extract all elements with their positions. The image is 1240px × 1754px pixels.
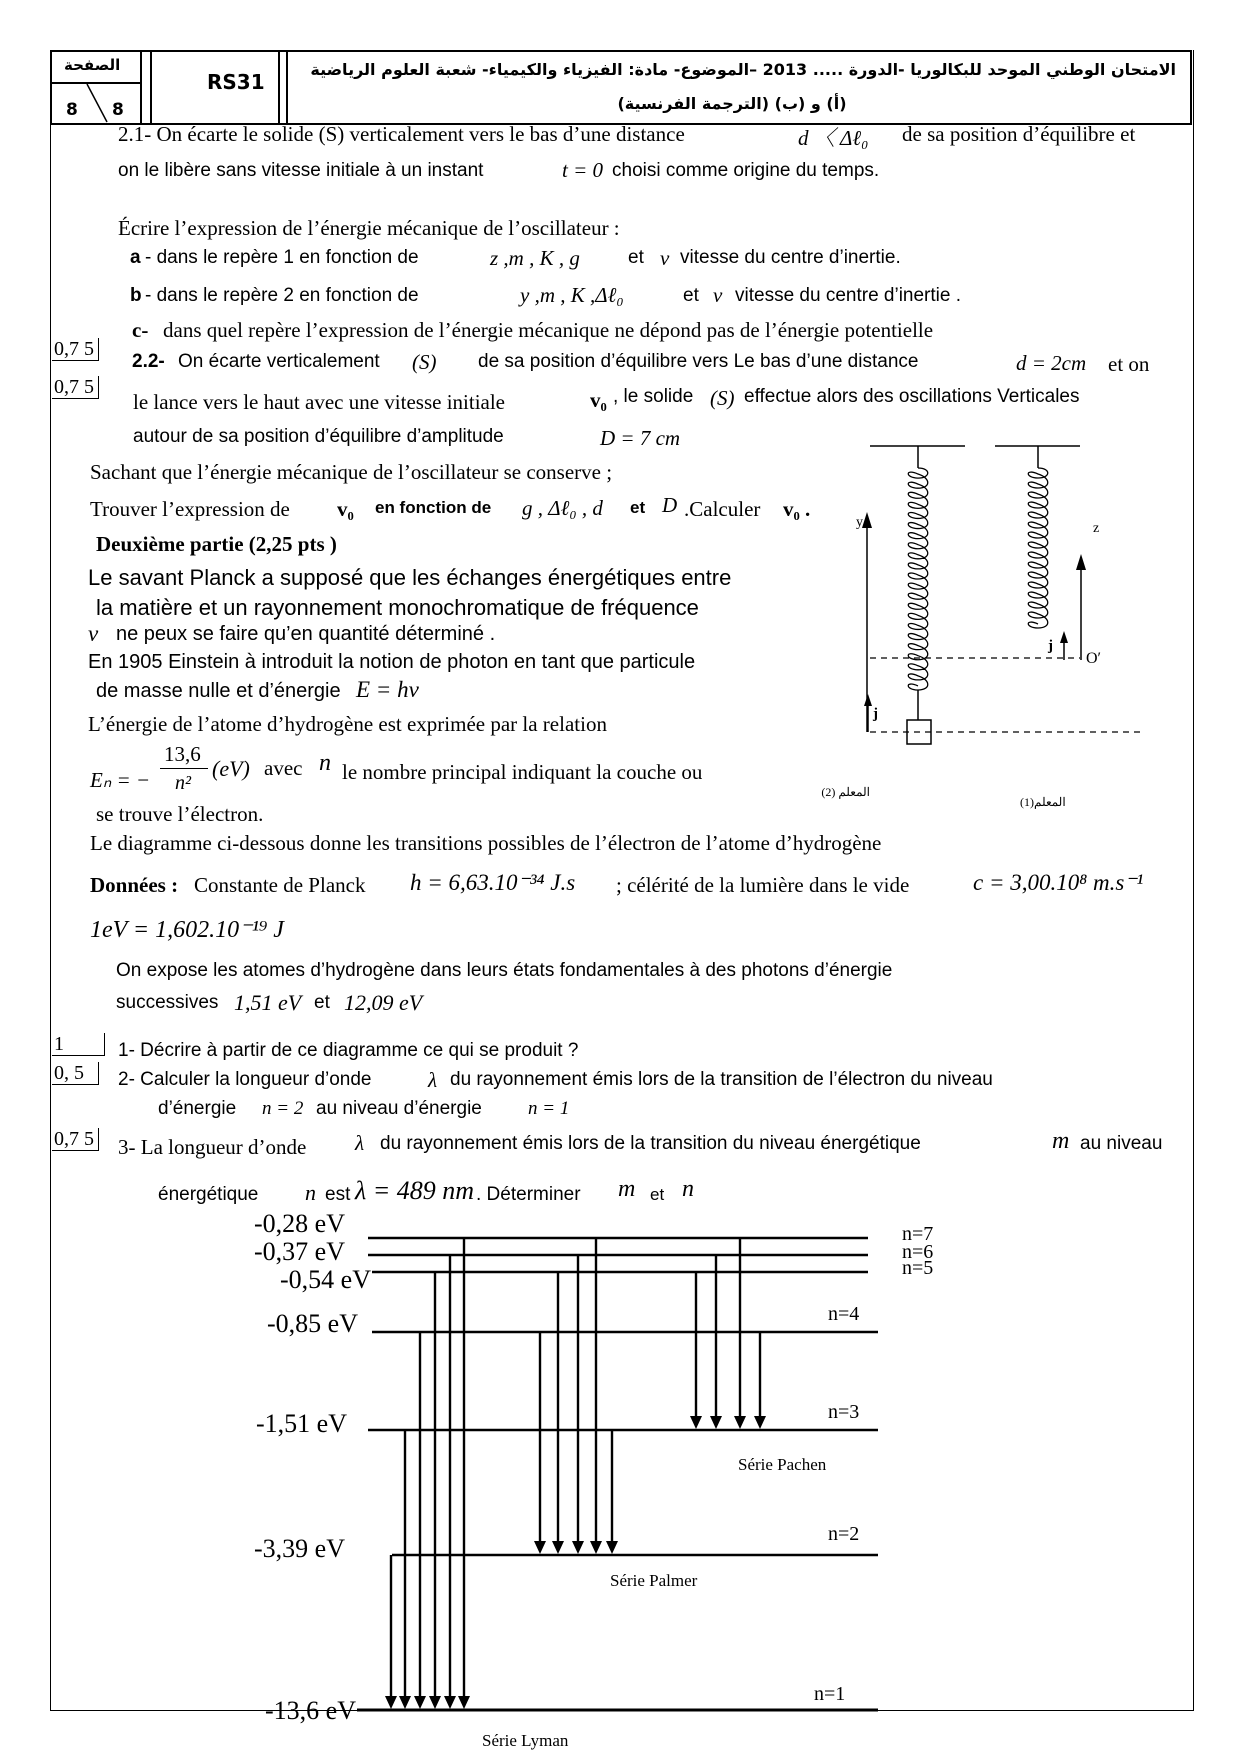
question-3e: est [325,1184,351,1205]
transition-arrowhead [754,1416,766,1429]
level-energy-label: -0,28 eV [254,1209,345,1238]
question-3: 3- La longueur d’onde [118,1135,307,1159]
conserve-text: Sachant que l’énergie mécanique de l’oscillateur se conserve ; [90,460,613,484]
expose-line1: On expose les atomes d’hydrogène dans leurs états fondamentales à des photons d’énergie [116,960,893,981]
trouver-et: et [630,498,646,517]
item-a-et: et [628,247,644,268]
expose-e1: 1,51 eV [234,990,302,1015]
expose-e2: 12,09 eV [344,990,423,1015]
level-n-label: n=2 [828,1523,860,1545]
exam-title-line2: (أ) و (ب) (الترجمة الفرنسية) [617,94,847,113]
energy-intro: Écrire l’expression de l’énergie mécanique de l’oscillateur : [118,216,620,240]
level-energy-label: -0,85 eV [267,1309,358,1338]
q22-line2: le lance vers le haut avec une vitesse initiale [133,390,506,414]
q22-D: D = 7 cm [600,426,681,450]
item-a-text: - dans le repère 1 en fonction de [145,247,419,268]
level-n-label: n=1 [814,1683,846,1705]
points-box: 0, 5 [52,1062,99,1085]
einstein-p5: de masse nulle et d’énergie [96,680,341,702]
transition-arrowhead [572,1541,584,1554]
planck-nu: ν [88,621,99,646]
level-n-label: n=5 [902,1257,934,1279]
trouver-v0: v₀ [337,497,354,521]
question-2c: d’énergie [158,1098,237,1119]
question-3b: du rayonnement émis lors de la transition du niveau énergétique [380,1133,921,1154]
expose-et: et [314,992,330,1013]
level-energy-label: -0,37 eV [254,1237,345,1266]
axis-z-label: z [1093,521,1100,536]
expose-line2: successives [116,992,219,1013]
q3-n: n [305,1180,316,1205]
series-pachen-label: Série Pachen [738,1455,827,1474]
q21-line2: on le libère sans vitesse initiale à un instant [118,160,484,181]
transition-arrowhead [429,1696,441,1709]
level-n-label: n=7 [902,1223,934,1245]
series-lyman-label: Série Lyman [482,1731,569,1750]
celerite-value: c = 3,00.10⁸ m.s⁻¹ [973,870,1144,895]
q22-label: 2.2- [132,351,165,372]
trouver-calc: .Calculer [684,497,761,521]
hydrogen-p7: se trouve l’électron. [96,802,264,826]
page-current: 8 [66,100,78,120]
formula-n: n [319,750,331,776]
question-2d: au niveau d’énergie [316,1098,482,1119]
question-3f: . Déterminer [476,1184,581,1205]
transition-arrowhead [385,1696,397,1709]
q22-text2: de sa position d’équilibre vers Le bas d’une distance [478,351,919,372]
celerite-text: ; célérité de la lumière dans le vide [616,873,910,897]
question-3d: énergétique [158,1184,259,1205]
q22-line2b: , le solide [613,386,694,407]
exam-code: RS31 [207,70,265,94]
q22-d: d = 2cm [1016,351,1087,375]
q3-lambda: λ [355,1131,365,1155]
frame2-label: المعلم (2) [821,785,870,799]
page-label: الصفحة [64,56,121,74]
transition-arrowhead [458,1696,470,1709]
trouver-en-fonction: en fonction de [375,498,492,517]
transition-arrowhead [414,1696,426,1709]
q22-S: (S) [412,350,437,374]
transition-arrowhead [590,1541,602,1554]
q22-v0: v₀ [590,388,607,412]
q22-text: On écarte verticalement [178,351,380,372]
hydrogen-p8: Le diagramme ci-dessous donne les transitions possibles de l’électron de l’atome d’hydrogène [90,831,882,855]
trouver-text: Trouver l’expression de [90,497,290,521]
question-2: 2- Calculer la longueur d’onde [118,1069,372,1090]
item-b-label: b [130,285,142,306]
item-b-v: v [713,283,723,307]
part2-title: Deuxième partie (2,25 pts ) [96,532,337,556]
question-3c: au niveau [1080,1133,1163,1154]
transition-arrowhead [534,1541,546,1554]
transition-arrowhead [606,1541,618,1554]
q3-m2: m [618,1176,636,1202]
level-energy-label: -1,51 eV [256,1409,347,1438]
unit-vector-j: j [873,706,878,722]
q3-lambda-value: λ = 489 nm [355,1176,475,1205]
q21-tail: de sa position d’équilibre et [902,122,1136,146]
q3-n2: n [682,1176,694,1202]
unit-vector-j-2: j [1048,638,1053,654]
planck-p3: ne peux se faire qu’en quantité déterminé . [116,623,496,645]
q2-lambda: λ [428,1068,438,1092]
series-palmer-label: Série Palmer [610,1571,698,1590]
transition-arrowhead [710,1416,722,1429]
q21-text: 2.1- On écarte le solide (S) verticalement vers le bas d’une distance [118,122,685,146]
question-2b: du rayonnement émis lors de la transition de l’électron du niveau [450,1069,993,1090]
formula-avec: avec [264,756,303,780]
item-b-vars: y ,m , K ,Δℓ₀ [520,283,624,307]
einstein-energy: E = hν [356,677,419,702]
points-box: 0,7 5 [52,1128,99,1151]
item-b-tail: vitesse du centre d’inertie . [735,285,962,306]
q3-m: m [1052,1128,1070,1154]
exam-title-line1: الامتحان الوطني الموحد للبكالوريا -الدورة ..... 2013 –الموضوع- مادة: الفيزياء والكيمياء- شعبة العلوم الرياضية [310,60,1176,79]
question-1: 1- Décrire à partir de ce diagramme ce qui se produit ? [118,1040,579,1061]
transition-arrowhead [734,1416,746,1429]
level-energy-label: -13,6 eV [265,1696,356,1725]
einstein-p4: En 1905 Einstein à introduit la notion de photon en tant que particule [88,651,696,673]
donnees-label: Données : [90,873,179,897]
level-n-label: n=4 [828,1303,860,1325]
item-c-text: dans quel repère l’expression de l’énergie mécanique ne dépond pas de l’énergie potentielle [163,318,934,342]
level-energy-label: -0,54 eV [280,1265,371,1294]
trouver-D: D [662,493,678,517]
level-n-label: n=3 [828,1401,860,1423]
q3-et: et [650,1185,665,1204]
item-a-vars: z ,m , K , g [490,246,580,270]
hydrogen-p6: L’énergie de l’atome d’hydrogène est exprimée par la relation [88,712,607,736]
planck-p1: Le savant Planck a supposé que les échanges énergétiques entre [88,565,732,590]
transition-arrowhead [444,1696,456,1709]
points-box: 0,7 5 [52,338,99,361]
item-b-et: et [683,285,699,306]
item-b-text: - dans le repère 2 en fonction de [145,285,419,306]
formula-En: Eₙ = − [90,768,151,792]
trouver-end: v₀ . [783,497,811,521]
item-c-label: c- [132,318,149,342]
item-a-v: v [660,246,670,270]
q21-t0: t = 0 [562,158,604,182]
q22-line2c: effectue alors des oscillations Verticales [744,386,1080,407]
q21-line2-tail: choisi comme origine du temps. [612,160,880,181]
q22-tail: et on [1108,352,1150,376]
origin-O-prime: O′ [1086,650,1102,667]
q22-line3: autour de sa position d’équilibre d’amplitude [133,426,504,447]
formula-num: 13,6 [164,742,201,766]
transition-arrowhead [399,1696,411,1709]
planck-const-text: Constante de Planck [194,873,366,897]
formula-unit: (eV) [212,756,250,781]
item-a-label: a [130,247,141,268]
frame1-label: المعلم(1) [1020,795,1066,809]
q21-math: d 〈 Δℓ₀ [798,126,869,150]
axis-y-label: y [856,515,863,530]
transition-arrowhead [552,1541,564,1554]
formula-den: n² [175,772,191,794]
trouver-vars: g , Δℓ₀ , d [522,496,603,520]
q2-n1: n = 1 [528,1098,570,1119]
q22-S2: (S) [710,386,735,410]
page-total: 8 [112,100,124,120]
points-box: 0,7 5 [52,376,99,399]
q2-n2: n = 2 [262,1098,304,1119]
item-a-tail: vitesse du centre d’inertie. [680,247,901,268]
planck-p2: la matière et un rayonnement monochromatique de fréquence [96,595,699,620]
transition-arrowhead [690,1416,702,1429]
formula-tail: le nombre principal indiquant la couche ou [342,760,703,784]
level-n-label: n=6 [902,1241,934,1263]
level-energy-label: -3,39 eV [254,1534,345,1563]
ev-conversion: 1eV = 1,602.10⁻¹⁹ J [90,917,284,943]
planck-const-value: h = 6,63.10⁻³⁴ J.s [410,870,576,895]
points-box: 1 [52,1033,105,1056]
